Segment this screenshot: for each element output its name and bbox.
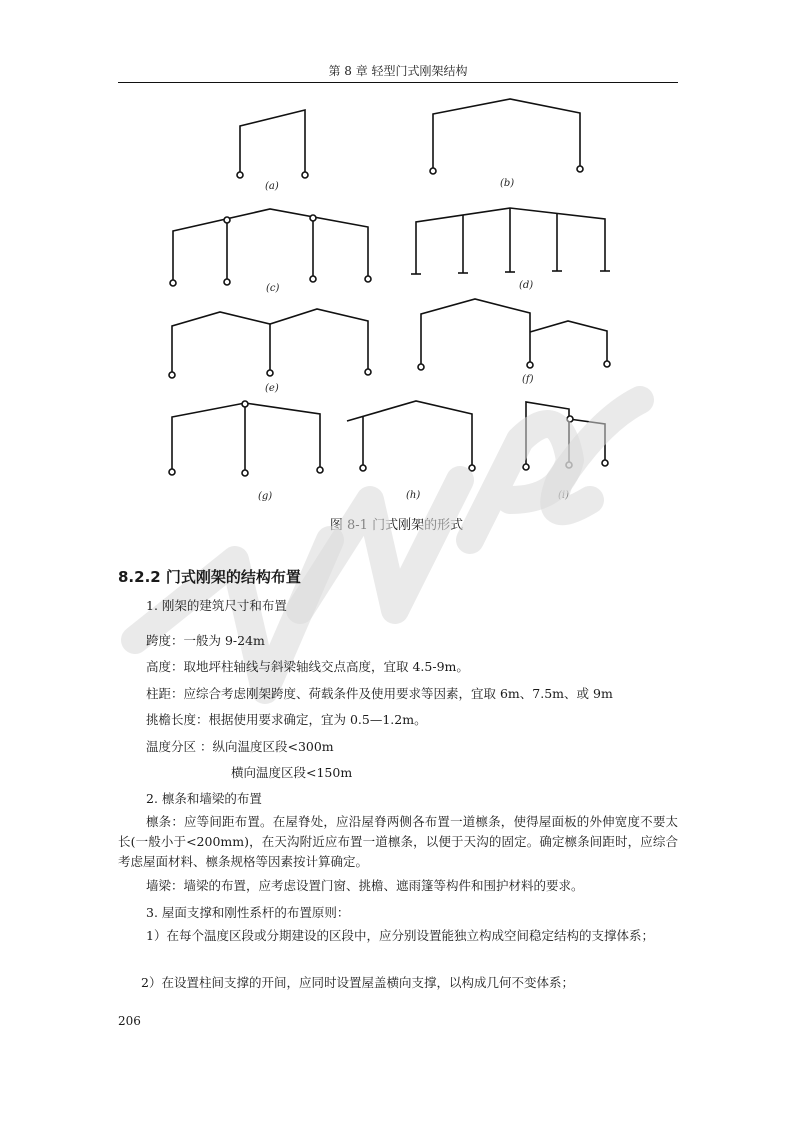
portal-frame-figures <box>0 0 793 510</box>
wall-beam-text: 墙梁：墙梁的布置，应考虑设置门窗、挑檐、遮雨篷等构件和围护材料的要求。 <box>146 878 584 893</box>
purlin-paragraph: 檩条：应等间距布置。在屋脊处，应沿屋脊两侧各布置一道檩条，使得屋面板的外伸宽度不要太长(一般小于<200mm)，在天沟附近应布置一道檩条，以便于天沟的固定。确定檩条间距时，应综合考虑屋面材料、檩条规格等因素按计算确定。 <box>118 814 678 869</box>
subheading-2: 2. 檩条和墙梁的布置 <box>146 791 262 806</box>
figure-caption: 图 8-1 门式刚架的形式 <box>329 518 464 533</box>
page-header: 第 8 章 轻型门式刚架结构 <box>328 64 468 78</box>
page-number: 206 <box>118 1014 141 1028</box>
sublabel-d: (d) <box>519 280 534 291</box>
sublabel-i: (i) <box>558 490 570 501</box>
sublabel-a: (a) <box>265 181 279 192</box>
rule-2-text: 2）在设置柱间支撑的开间，应同时设置屋盖横向支撑，以构成几何不变体系； <box>141 975 574 990</box>
frame-b-diagram <box>430 99 583 174</box>
sublabel-f: (f) <box>522 374 534 385</box>
frame-d-diagram <box>411 208 610 274</box>
temp-zone-transverse: 横向温度区段<150m <box>231 765 353 780</box>
frame-g-diagram <box>169 401 323 476</box>
frame-e-diagram <box>169 309 371 378</box>
subheading-1: 1. 刚架的建筑尺寸和布置 <box>146 598 287 613</box>
frame-a-diagram <box>237 110 308 178</box>
frame-f-diagram <box>418 299 610 370</box>
sublabel-b: (b) <box>500 178 515 189</box>
sublabel-g: (g) <box>258 491 273 502</box>
frame-c-diagram <box>170 209 371 286</box>
subheading-3: 3. 屋面支撑和刚性系杆的布置原则： <box>146 905 350 920</box>
rule-1-paragraph: 1）在每个温度区段或分期建设的区段中，应分别设置能独立构成空间稳定结构的支撑体系； <box>146 928 654 943</box>
section-title: 8.2.2 门式刚架的结构布置 <box>118 568 301 586</box>
temp-zone-longitudinal: 温度分区 ：纵向温度区段<300m <box>146 739 334 754</box>
sublabel-e: (e) <box>265 383 279 394</box>
span-text: 跨度：一般为 9-24m <box>146 633 265 648</box>
sublabel-c: (c) <box>266 283 280 294</box>
frame-i-diagram <box>523 402 608 470</box>
height-text: 高度：取地坪柱轴线与斜梁轴线交点高度，宜取 4.5-9m。 <box>146 659 469 674</box>
eave-length-text: 挑檐长度：根据使用要求确定，宜为 0.5—1.2m。 <box>146 712 427 727</box>
frame-h-diagram <box>347 401 475 471</box>
sublabel-h: (h) <box>406 490 421 501</box>
column-spacing-text: 柱距：应综合考虑刚架跨度、荷载条件及使用要求等因素，宜取 6m、7.5m、或 9m <box>146 686 613 701</box>
